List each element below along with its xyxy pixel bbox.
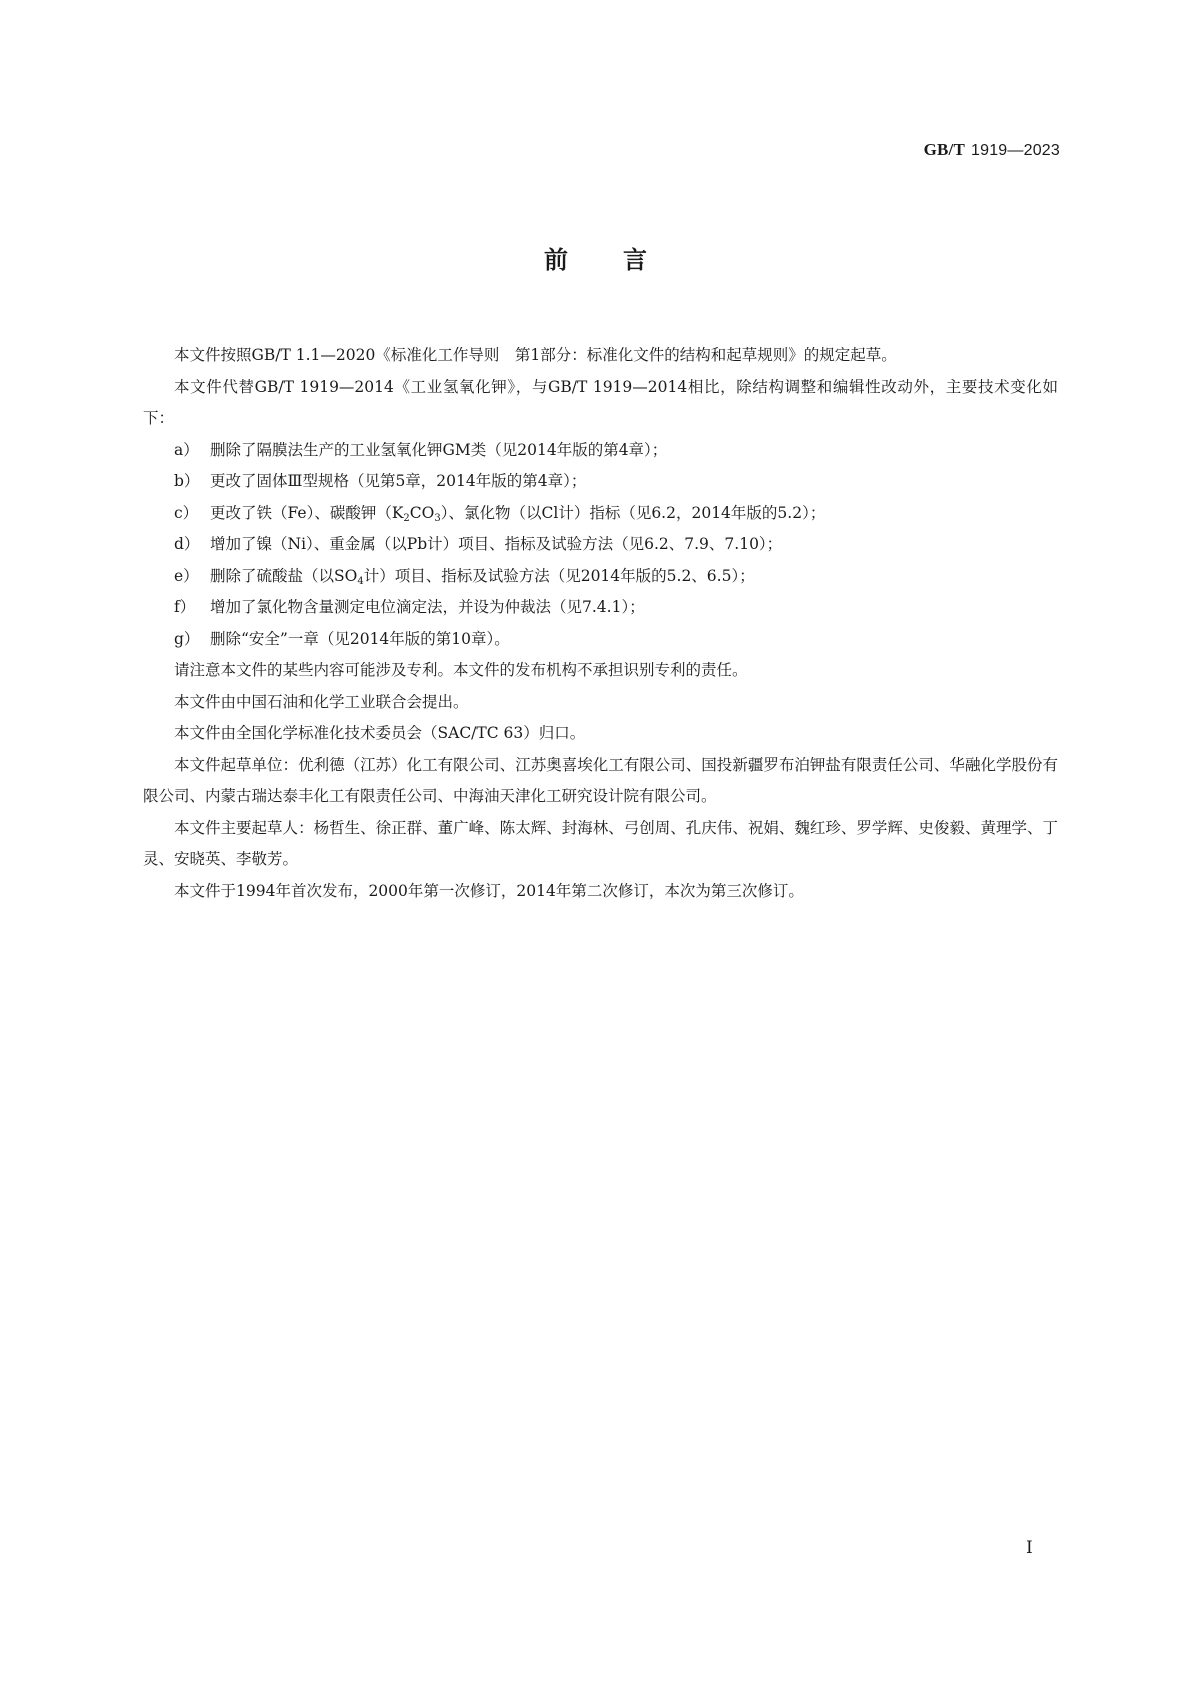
list-item [143,624,1058,656]
list-text: 增加了镍（Ni）、重金属（以Pb计）项目、指标及试验方法（见6.2、7.9、7.10）； [210,535,783,553]
list-marker: c） [174,503,199,522]
list-marker: a） [174,440,199,459]
text-segment: CO [409,503,435,522]
paragraph-drafting-units: 本文件起草单位：优利德（江苏）化工有限公司、江苏奥喜埃化工有限公司、国投新疆罗布泊钾盐有限责任公司、华融化学股份有限公司、内蒙古瑞达泰丰化工有限责任公司、中海油天津化工研究设计院有限公司。 [143,755,1058,805]
list-item [143,466,1058,498]
text-segment: 计）项目、指标及试验方法（见2014年版的5.2、6.5）； [363,566,755,585]
list-item [143,498,1058,530]
list-marker: b） [174,472,200,490]
paragraph-drafting-rules: 本文件按照GB/T 1.1—2020《标准化工作导则 第1部分：标准化文件的结构和起草规则》的规定起草。 [174,346,897,364]
list-text [210,498,1058,530]
paragraph-proposer: 本文件由中国石油和化学工业联合会提出。 [174,692,469,711]
subscript: 3 [434,512,441,524]
paragraph-technical-committee: 本文件由全国化学标准化技术委员会（SAC/TC 63）归口。 [174,724,586,742]
page-number: Ⅰ [1026,1538,1033,1557]
paragraph-history: 本文件于1994年首次发布，2000年第一次修订，2014年第二次修订，本次为第三次修订。 [174,881,804,900]
list-item [143,561,1058,593]
subscript: 4 [357,575,364,587]
text-segment: 更改了铁（Fe）、碳酸钾（K [210,503,404,522]
list-item [143,435,1058,467]
text-segment: 删除了硫酸盐（以SO [210,566,358,585]
list-marker: e） [174,566,199,585]
subscript: 2 [403,512,410,524]
list-item [143,592,1058,624]
paragraph-replacement: 本文件代替GB/T 1919—2014《工业氢氧化钾》，与GB/T 1919—2014相比，除结构调整和编辑性改动外，主要技术变化如下： [143,377,1058,427]
list-text: 删除“安全”一章（见2014年版的第10章）。 [210,629,510,648]
list-item [143,529,1058,561]
foreword-body [143,340,1058,907]
page-title: 前言 [544,246,702,274]
paragraph-drafters: 本文件主要起草人：杨哲生、徐正群、董广峰、陈太辉、封海林、弓创周、孔庆伟、祝娟、魏红珍、罗学辉、史俊毅、黄理学、丁灵、安晓英、李敬芳。 [143,818,1058,868]
changes-list [143,435,1058,656]
standard-number: 1919—2023 [971,142,1060,159]
list-marker: d） [174,535,200,553]
list-marker: f） [174,598,196,616]
list-text: 增加了氯化物含量测定电位滴定法，并设为仲裁法（见7.4.1）； [210,598,645,616]
list-marker: g） [174,629,200,648]
list-text [210,561,1058,593]
standard-code [924,140,1060,160]
paragraph-patent-notice: 请注意本文件的某些内容可能涉及专利。本文件的发布机构不承担识别专利的责任。 [174,661,748,679]
standard-prefix: GB/T [923,140,965,159]
text-segment: ）、氯化物（以Cl计）指标（见6.2，2014年版的5.2）； [440,503,826,522]
list-text: 删除了隔膜法生产的工业氢氧化钾GM类（见2014年版的第4章）； [210,440,668,459]
list-text: 更改了固体Ⅲ型规格（见第5章，2014年版的第4章）； [210,472,587,490]
